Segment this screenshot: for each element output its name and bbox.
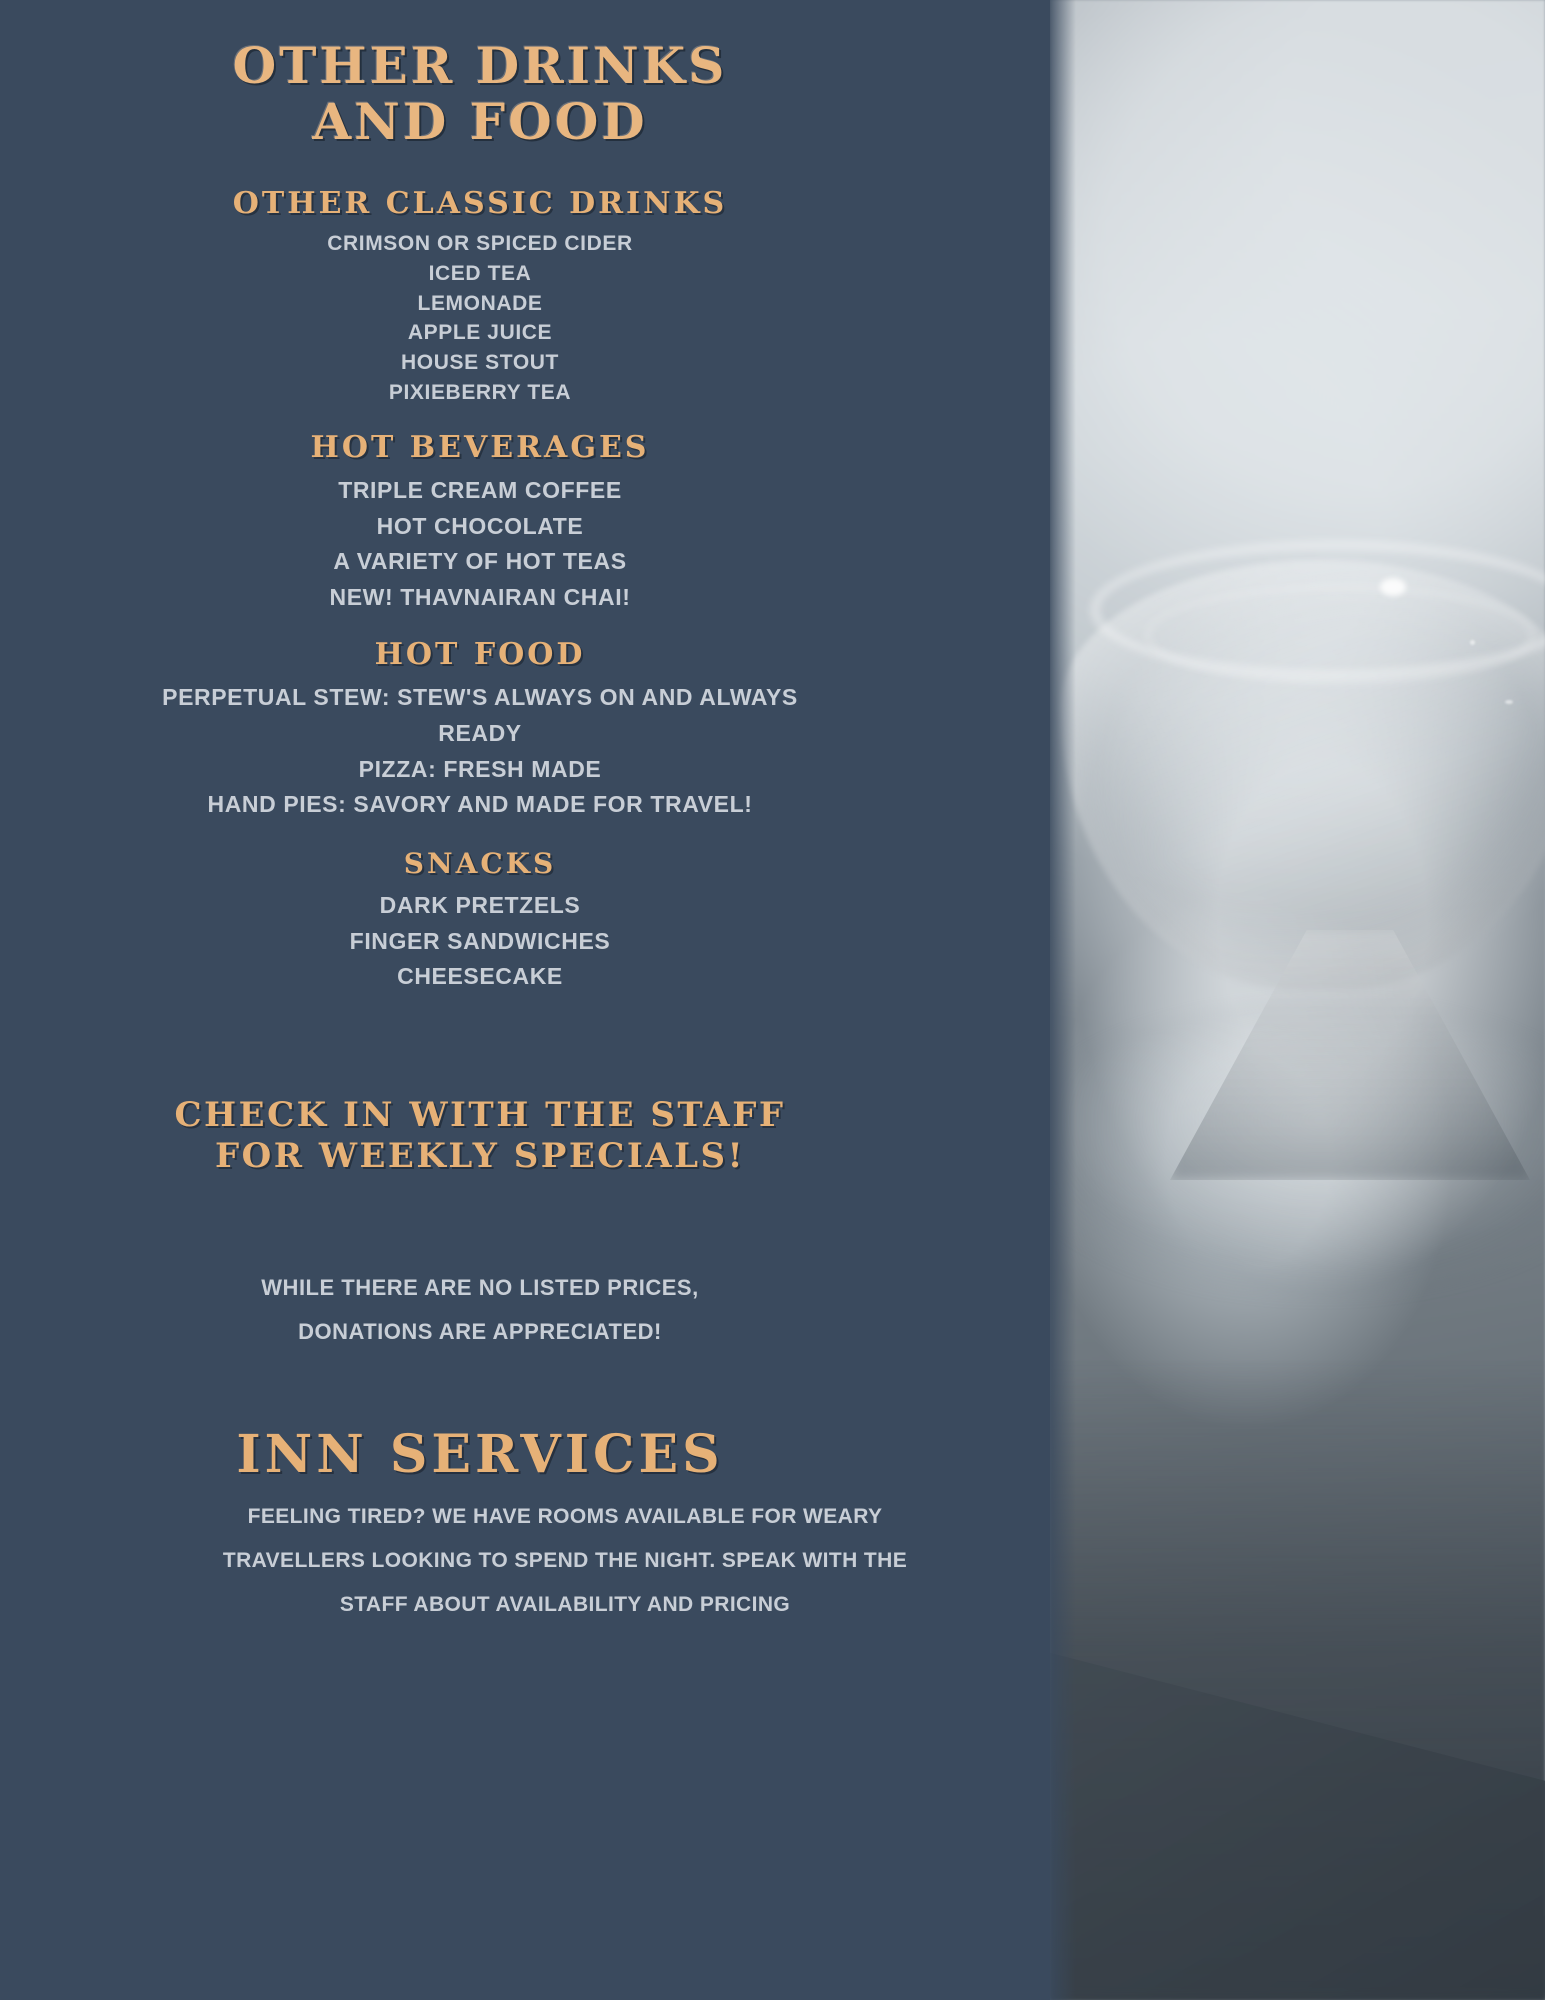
- photo-inner-rim-shape: [1145, 585, 1535, 685]
- donation-note-line-1: WHILE THERE ARE NO LISTED PRICES,: [261, 1274, 699, 1300]
- menu-item: ICED TEA: [428, 261, 532, 285]
- page-title-line-2: AND FOOD: [312, 92, 648, 151]
- photo-highlight: [1380, 578, 1406, 596]
- section-hot-food: [85, 637, 875, 823]
- inn-services-title: INN SERVICES: [236, 1423, 724, 1485]
- menu-item: CHEESECAKE: [397, 963, 563, 990]
- photo-panel-seam: [1050, 0, 1076, 2000]
- section-heading: OTHER CLASSIC DRINKS: [232, 186, 728, 221]
- donation-note-line-2: DONATIONS ARE APPRECIATED!: [298, 1318, 662, 1344]
- inn-services-line-1: FEELING TIRED? WE HAVE ROOMS AVAILABLE FOR WEARY: [247, 1504, 883, 1528]
- menu-item: LEMONADE: [417, 291, 543, 315]
- photo-speck: [1470, 640, 1475, 645]
- donation-note: [85, 1266, 875, 1354]
- section-snacks: [85, 847, 875, 995]
- menu-item: FINGER SANDWICHES: [349, 927, 611, 954]
- inn-services-body: [155, 1495, 975, 1627]
- photo-speck: [1505, 700, 1513, 704]
- blurred-glassware-photo: [1050, 0, 1545, 2000]
- menu-item: TRIPLE CREAM COFFEE: [338, 476, 622, 503]
- banner-line-2: FOR WEEKLY SPECIALS!: [214, 1136, 746, 1177]
- menu-item: CRIMSON OR SPICED CIDER: [327, 232, 633, 255]
- menu-item: PERPETUAL STEW: STEW'S ALWAYS ON AND ALWAYS READY: [162, 684, 798, 747]
- section-heading: HOT BEVERAGES: [310, 429, 650, 465]
- menu-item: HOUSE STOUT: [401, 351, 559, 375]
- menu-item: PIZZA: FRESH MADE: [358, 755, 602, 782]
- menu-item: NEW! THAVNAIRAN CHAI!: [329, 583, 631, 610]
- menu-item: DARK PRETZELS: [379, 892, 581, 918]
- section-other-classic-drinks: [85, 186, 875, 408]
- menu-item: A VARIETY OF HOT TEAS: [333, 548, 627, 575]
- page-title: [85, 38, 875, 150]
- menu-item: PIXIEBERRY TEA: [388, 381, 572, 405]
- section-heading: SNACKS: [403, 847, 557, 880]
- menu-item: HAND PIES: SAVORY AND MADE FOR TRAVEL!: [207, 791, 753, 818]
- section-hot-beverages: [85, 430, 875, 616]
- page-title-line-1: OTHER DRINKS: [232, 36, 728, 95]
- inn-services-line-3: STAFF ABOUT AVAILABILITY AND PRICING: [339, 1593, 791, 1617]
- menu-item: APPLE JUICE: [407, 321, 553, 345]
- weekly-specials-banner: [85, 1095, 875, 1178]
- banner-line-1: CHECK IN WITH THE STAFF: [174, 1094, 786, 1135]
- inn-services-line-2: TRAVELLERS LOOKING TO SPEND THE NIGHT. SPEAK WITH THE: [222, 1548, 908, 1572]
- menu-item: HOT CHOCOLATE: [376, 512, 584, 539]
- section-heading: HOT FOOD: [374, 637, 586, 673]
